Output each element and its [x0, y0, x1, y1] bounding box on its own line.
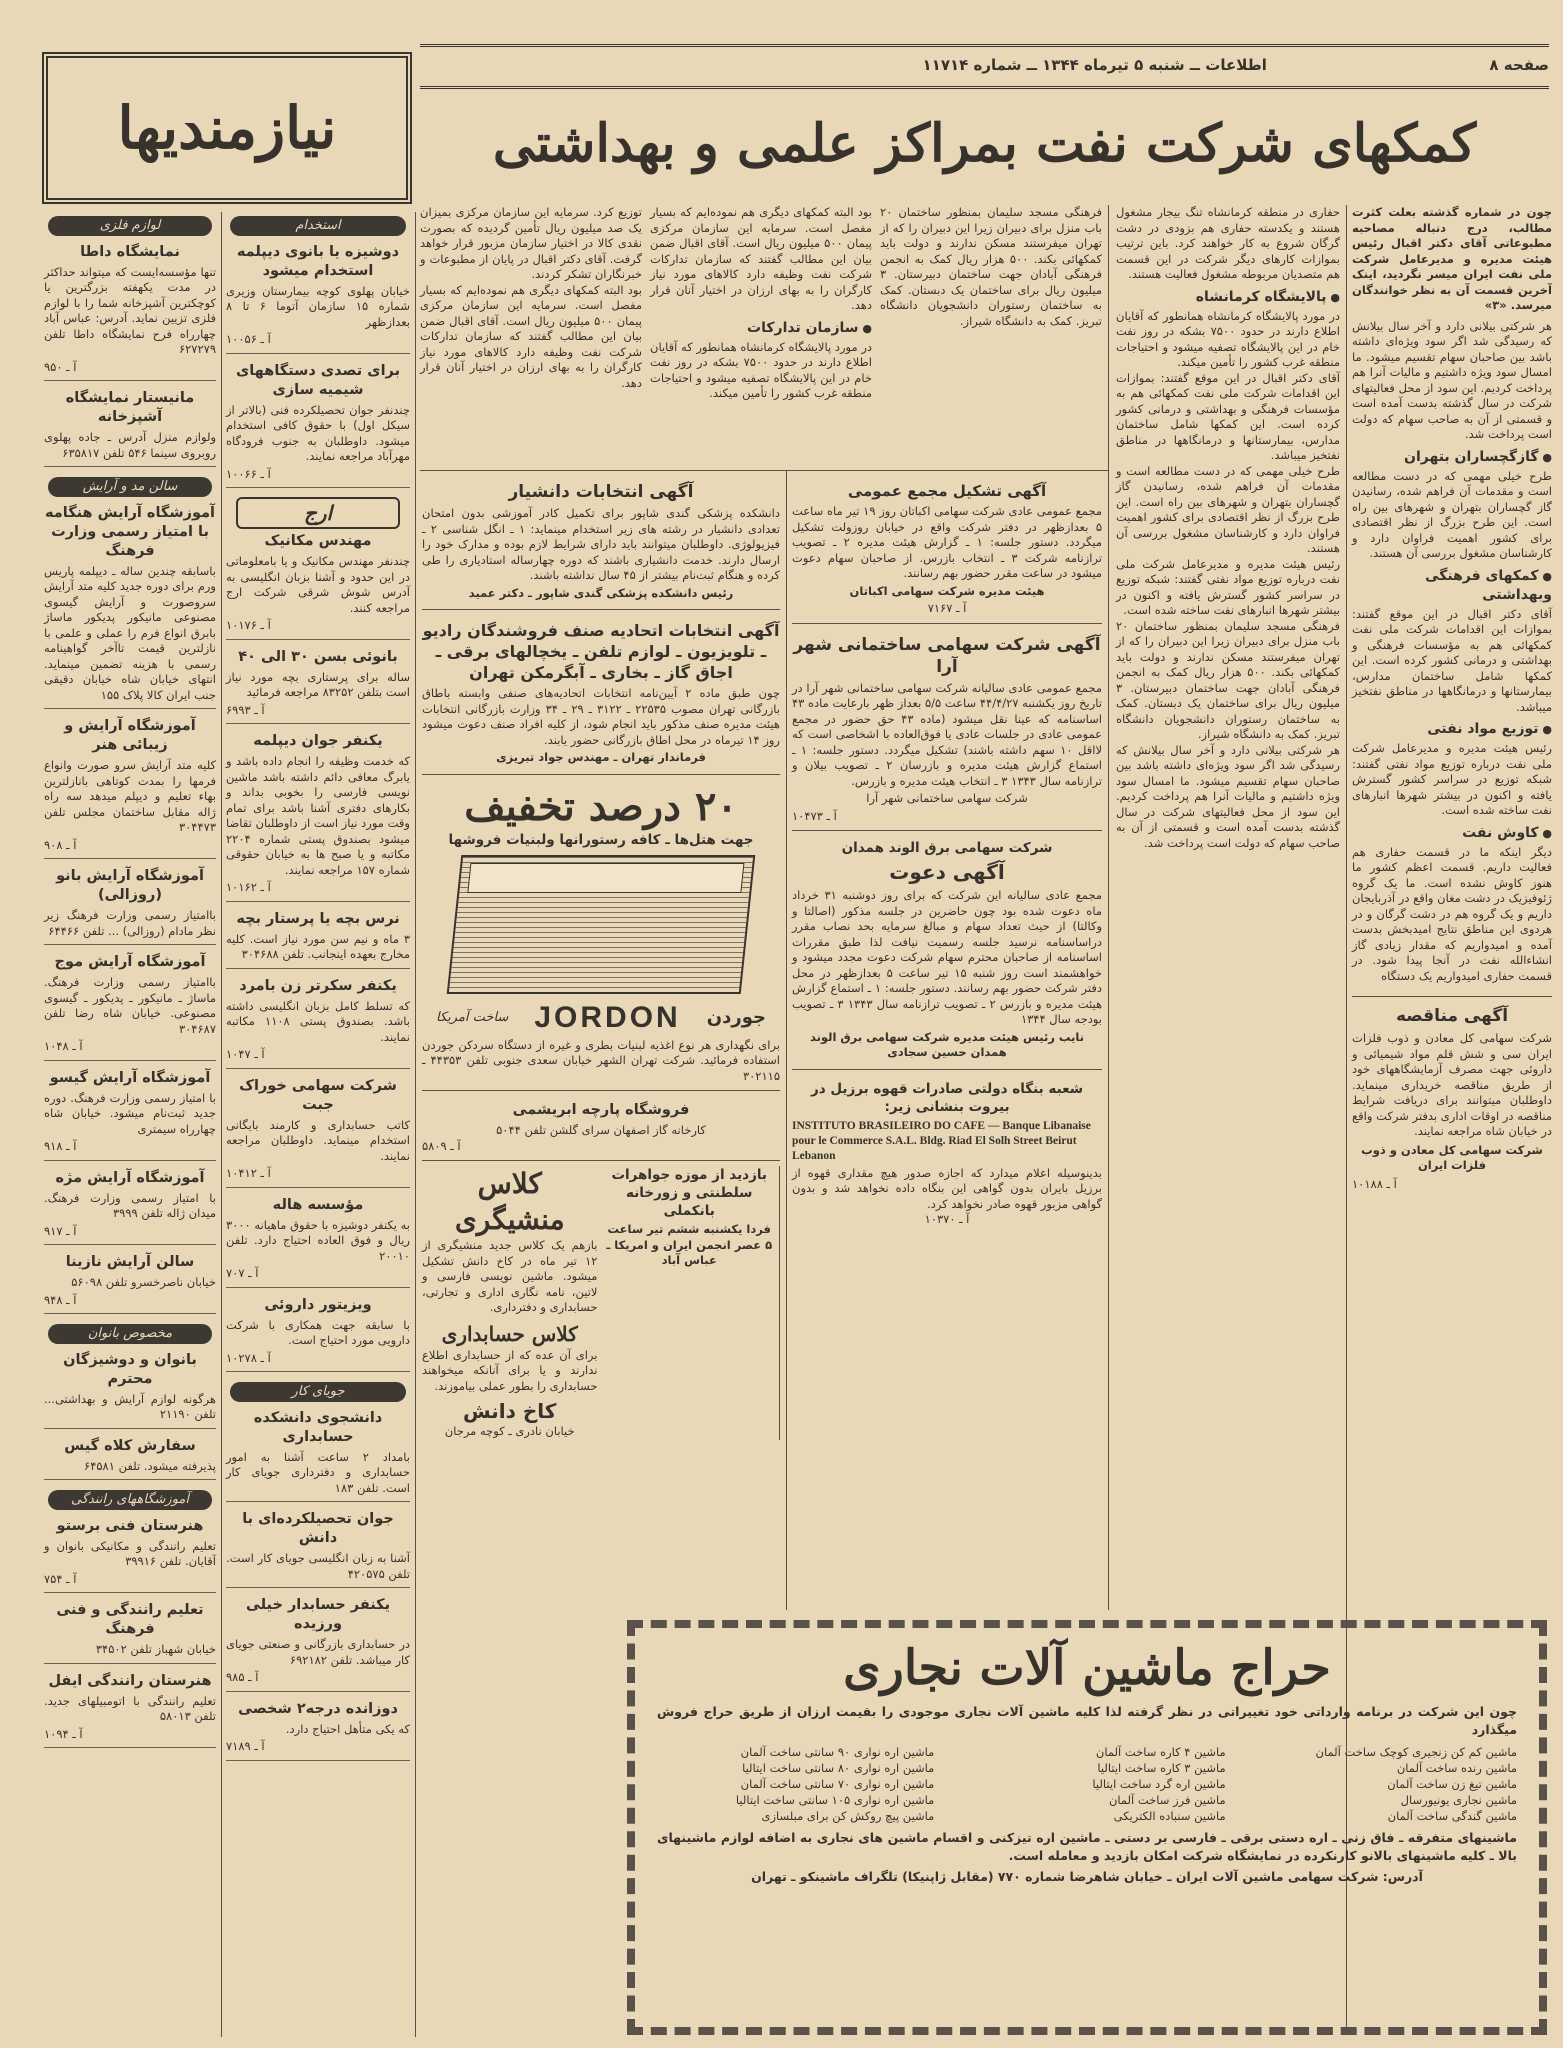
classifieds-title: نیازمندیها — [42, 52, 412, 204]
issue-line: اطلاعات ــ شنبه ۵ تیرماه ۱۳۴۴ ــ شماره ۱۱۷۱۴ — [922, 56, 1267, 74]
ad-body: پذیرفته میشود. تلفن ۶۴۵۸۱ — [84, 1458, 216, 1473]
ad-title: آموزشگاه آرایش مژه — [55, 1169, 205, 1186]
article-paragraph: رئیس هیئت مدیره و مدیرعامل شرکت ملی نفت درباره توزیع مواد نفتی گفتند: شبکه توزیع در سراسر کشور گسترش یافته و اکنون در بیشتر شهرها انبارهای نفت ساخته شده است. — [1116, 556, 1340, 617]
auction-address: آدرس: شرکت سهامی ماشین آلات ایران ـ خیابان شاهرضا شماره ۷۷۰ (مقابل ژاپنیکا) تلگراف ماشینکو ـ تهران — [751, 1869, 1423, 1884]
classified-ad — [44, 1167, 216, 1246]
article-intro: چون در شماره گذشته بعلت کثرت مطالب، درج دنباله مصاحبه مطبوعاتی آقای دکتر اقبال رئیس هیئت مدیره و مدیرعامل شرکت ملی نفت ایران میسر نگردید، اینک آخرین قسمت آن به نظر خوانندگان میرسد. «۳» — [1352, 205, 1552, 312]
ad-body: که یکی متأهل احتیاج دارد. — [285, 1721, 410, 1736]
ad-title: بانوان و دوشیزگان محترم — [63, 1351, 197, 1387]
ad-code: آ ـ ۱۰۱۶۲ — [226, 880, 271, 894]
ad-body: فردا یکشنبه ششم تیر ساعت ۵ عصر انجمن ایران و امریکا ـ عباس آباد — [606, 1222, 773, 1267]
ad-body: برای آن عده که از حسابداری اطلاع ندارند و یا برای آنانکه میخواهند حسابداری را بطور عملی بیاموزند. — [422, 1347, 598, 1393]
tender-body: شرکت سهامی کل معادن و ذوب فلزات ایران سی و شش قلم مواد شیمیائی و داروئی جهت مصرف آزمایشگاههای خود از طریق مناقصه خریداری مینماید. داوطلبان میتوانند برای دریافت شرایط مناقصه در اوقات اداری بدفتر شرکت واقع در خیابان شاه مراجعه نمایند. — [1352, 1031, 1552, 1138]
ad-title: جوان تحصیلکرده‌ای با دانش — [242, 1511, 394, 1546]
middle-left-stack — [422, 476, 780, 1440]
ad-title: بازدید از موزه جواهرات سلطنتی و زورخانه بانکملی — [611, 1167, 767, 1219]
classified-ad — [226, 646, 410, 725]
ad-body: که خدمت وظیفه را انجام داده باشد و یابرگ معافی دائم داشته باشد ماشین نویسی فارسی را بخوبی بداند و بکارهای دفتری آشنا باشد برای تمام وقت مورد نیاز است از داوطلبان تقاضا میشود بصندوق پستی شماره ۲۲۰۴ مکاتبه و یا صبح ها به خیابان حقوقی شماره ۱۵۷ مراجعه نمایند. — [226, 754, 410, 877]
ad-body: تعلیم رانندگی با اتومبیلهای جدید. تلفن ۵۸۰۱۳ — [44, 1693, 216, 1723]
ad-body: دانشکده پزشکی گندی شاپور برای تکمیل کادر آموزشی بدون امتحان تعدادی دانشیار در رشته های زیر استخدام مینماید: ۱ ـ انگل شناسی ۲ ـ فیزیولوژی. داوطلبان میتوانند باید دارای شرایط لازم بوده و مدارک خود را ارسال دارند. خدمت دانشیاری باشند که دوره چهارساله استادیاری را طی کرده و هنگام ثبت‌نام بیشتر از ۴۵ سال نداشته باشند. — [422, 506, 780, 582]
ad-body: خیابان پهلوی کوچه بیمارستان وزیری شماره ۱۵ سازمان آتوما ۶ تا ۸ بعدازظهر — [226, 283, 410, 329]
ad-code: آ ـ ۱۰۰۶۶ — [226, 466, 271, 481]
ad-body: ۳ ماه و نیم سن مورد نیاز است. کلیه مخارج بعهده اینجانب. تلفن ۳۰۴۶۸۸ — [226, 931, 410, 961]
classified-ad — [44, 1435, 216, 1481]
ad-code: آ ـ ۱۰۴۷۳ — [792, 808, 837, 823]
article-paragraph: توزیع کرد. سرمایه این سازمان مرکزی بمیزان یک صد میلیون ریال تأمین گردیده که بصورت نقدی کالا در اختیار سازمان مزبور قرار خواهد گرفت. آقای دکتر اقبال در پایان از مطبوعات و خبرنگاران تشکر کردند. — [420, 205, 642, 281]
classified-ad — [44, 1515, 216, 1594]
ad-title: برای تصدی دستگاههای شیمیه سازی — [235, 362, 401, 398]
classified-ad — [226, 1594, 410, 1692]
ad-body: خیابان ناصرخسرو تلفن ۵۶۰۹۸ — [71, 1275, 216, 1289]
auction-notes: ماشینهای متفرقه ـ فاق زنی ـ اره دستی برقی ـ فارسی بر دستی ـ ماشین اره تیزکنی و اقسام ماشین های نجاری به اضافه لوازم ماشینهای بالا ـ کلیه ماشینهای بالانو کارنکرده در نمایشگاه شرکت امکان بازدید و معامله است. — [657, 1830, 1517, 1863]
headline: کمکهای شرکت نفت بمراکز علمی و بهداشتی — [492, 113, 1477, 174]
ad-body: چندنفر مهندس مکانیک و یا بامعلوماتی در این حدود و آشنا بزبان انگلیسی به آدرس شوش شرقی شرکت ارج مراجعه کنند. — [226, 554, 410, 615]
ad-title: یکنفر جوان دیپلمه — [253, 733, 383, 749]
ad-title: تعلیم رانندگی و فنی فرهنگ — [56, 1602, 204, 1637]
classified-ad — [226, 1294, 410, 1373]
ad-code: آ ـ ۹۸۵ — [226, 1670, 259, 1684]
ad-title: مانیستار نمایشگاه آشپزخانه — [65, 390, 195, 425]
article-paragraph: بود البته کمکهای دیگری هم نموده‌ایم که بسیار مفصل است. سرمایه این سازمان مرکزی پیمان ۵۰۰ میلیون ریال است. آقای اقبال ضمن بیان این مطالب گفتند که سازمان تدارکات شرکت نفت وظیفه دارد کالاهای مورد نیاز کارگران را به بهای ارزان در اختیار آنان قرار دهد. — [650, 205, 872, 312]
ad-code: آ ـ ۹۵۰ — [44, 359, 77, 374]
article-paragraph: حفاری در منطقه کرمانشاه تنگ بیجار مشغول هستند و یکدسته حفاری هم بزودی در دشت گرگان شروع به کار خواهند کرد. باین ترتیب بموازات کارهای دیگر شرکت در این قسمت هم متصدیان مربوطه مشغول فعالیت هستند. — [1116, 205, 1340, 281]
auction-item: ماشین فرز ساخت آلمان — [1108, 1793, 1226, 1807]
classified-ad — [226, 730, 410, 902]
column-divider — [786, 470, 787, 1610]
ad-body: بدینوسیله اعلام میدارد که اجازه صدور هیچ مقداری قهوه از برزیل بایران بدون گواهی این بنگاه داده نخواهد شد و بدون گواهی مزبور قهوه صادر نخواهد کرد. — [792, 1165, 1102, 1211]
gondishapur-ad — [422, 476, 780, 610]
ad-title: آگهی انتخابات دانشیار — [508, 482, 694, 502]
article-column-2 — [1116, 205, 1340, 851]
ad-body: چون طبق ماده ۲ آیین‌نامه انتخابات اتحادیه‌های صنفی وابسته باطاق بازرگانی تهران مصوب ۲۲۵۳۵ ـ ۳۱۲۲ ـ ۲۹ ـ ۳۴ وزارت بازرگانی انتخابات هیئت مدیره صنف مذکور باید انجام شود، از کلیه افراد صنف دعوت میشود روز ۱۴ تیرماه در محل اطاق بازرگانی حضور یابند. — [422, 686, 780, 747]
ad-body: با سابقه جهت همکاری با شرکت دارویی مورد احتیاج است. — [226, 1317, 410, 1347]
ad-title: نرس بچه یا پرستار بچه — [236, 910, 400, 927]
article-column-3 — [880, 205, 1102, 329]
auction-item: ماشین ۳ کاره ساخت ایتالیا — [1097, 1761, 1226, 1775]
column-divider — [221, 212, 222, 2037]
classified-ad — [226, 360, 410, 489]
woodworking-auction-ad — [627, 1620, 1547, 2035]
ad-body: کارخانه گاز اصفهان سرای گلشن تلفن ۵۰۴۴ — [496, 1123, 706, 1137]
ad-body: در حسابداری بازرگانی و صنعتی جویای کار میباشد. تلفن ۶۹۲۱۸۲ — [226, 1637, 410, 1667]
ad-code: آ ـ ۹۴۸ — [44, 1292, 77, 1307]
article-paragraph: هر شرکتی بیلانی دارد و آخر سال بیلانش که رسیدگی شد اگر سود ویژه‌ای داشته باشد بین صاحبان سهام تقسیم میشود. ما امسال سود ویژه داشتیم و مالیات آنرا هم پرداخت کردیم. این سود از محل فعالیتهای شرکت در سال گذشته بدست آمده است و قسمتی از آن به صاحب سهام که دولت است پرداخت شد. — [1352, 318, 1552, 441]
auction-item: ماشین کم کن زنجیری کوچک ساخت آلمان — [1315, 1745, 1517, 1759]
ad-body: مجمع عادی سالیانه این شرکت که برای روز دوشنبه ۳۱ خرداد ماه دعوت شده بود چون حاضرین در جلسه مذکور (اصالتا و وکالتا) از حیث تعداد سهام و مبالغ سرمایه بحد نصاب مقرر دراساسنامه نرسید جلسه رسمیت نیافت لذا طبق مقررات اساسنامه از صاحبان محترم سهام شرکت دعوت مجدد میشود و خواهشمند است روز شنبه ۱۵ تیر ساعت ۵ بعدازظهر در محل دفتر شرکت حضور بهم رسانند. دستور جلسه: ۱ ـ استماع گزارش هیئت مدیره و بازرس ۲ ـ تصویب ترازنامه سال ۱۳۴۳ ۳ ـ تصویب بودجه سال ۱۳۴۴ — [792, 888, 1103, 1026]
auction-title: حراج ماشین آلات نجاری — [843, 1640, 1331, 1696]
ad-title: نمایشگاه داطا — [80, 243, 180, 260]
classified-ad — [44, 1599, 216, 1664]
article-column-1 — [1352, 205, 1552, 1192]
auction-item: ماشین رنده ساخت آلمان — [1396, 1761, 1517, 1775]
ad-body: آشنا به زبان انگلیسی جویای کار است. تلفن ۴۲۰۵۷۵ — [226, 1551, 410, 1581]
classified-ad — [226, 241, 410, 354]
classified-ad — [226, 1194, 410, 1288]
classified-ad — [44, 951, 216, 1061]
ad-code: آ ـ ۹۰۸ — [44, 837, 77, 852]
ad-body: کاتب حسابداری و کارمند بایگانی استخدام مینماید. داوطلبان مراجعه نمایند. — [226, 1117, 410, 1163]
column-divider — [1108, 205, 1109, 1610]
ad-title: آموزشگاه آرایش گیسو — [49, 1069, 211, 1086]
classified-ad — [44, 387, 216, 467]
auction-item: ماشین اره نواری ۱۰۵ سانتی ساخت ایتالیا — [735, 1793, 935, 1807]
article-subhead: ● سازمان تدارکات — [650, 319, 872, 338]
ad-title: آگهی دعوت — [889, 860, 1005, 884]
ad-title: سفارش کلاه گیس — [64, 1437, 196, 1454]
section-label: لوازم فلزی — [48, 216, 212, 236]
auction-item: ماشین پیچ روکش کن برای مبلسازی — [761, 1809, 935, 1823]
ad-body: باامتیاز رسمی وزارت فرهنگ زیر نظر مادام (روزالی) ... تلفن ۶۴۴۶۶ — [44, 908, 216, 938]
article-paragraph: هر شرکتی بیلانی دارد و آخر سال بیلانش که رسیدگی شد اگر سود ویژه‌ای داشته باشد بین صاحبان سهام تقسیم میشود. ما امسال سود ویژه داشتیم و مالیات آنرا هم پرداخت کردیم. این سود از محل فعالیتهای شرکت در سال گذشته بدست آمده است و قسمتی از آن به صاحب سهام که دولت است پرداخت شد. — [1116, 742, 1340, 850]
ad-title: مهندس مکانیک — [264, 533, 372, 549]
ad-sign: هیئت مدیره شرکت سهامی اکباتان — [849, 583, 1045, 598]
auction-item: ماشین نجاری یونیورسال — [1400, 1793, 1517, 1807]
union-election-ad — [422, 615, 780, 775]
ad-code: آ ـ ۷۰۷ — [226, 1266, 259, 1280]
ad-title: ویزیتور داروئی — [264, 1296, 372, 1313]
ad-big-title: کلاس حسابداری — [441, 1321, 578, 1346]
ad-title: آموزشگاه آرایش موج — [54, 954, 206, 970]
section-label: مخصوص بانوان — [48, 1324, 212, 1344]
section-label: آموزشگاههای رانندگی — [48, 1490, 212, 1510]
brand-logo: JORDON — [534, 1000, 681, 1034]
classified-ad — [226, 908, 410, 969]
ad-title: آگهی شرکت سهامی ساختمانی شهر آرا — [793, 634, 1101, 677]
ad-title: شرکت سهامی خوراک جبت — [239, 1077, 397, 1113]
ad-title: دوشیزه یا بانوی دیپلمه استخدام میشود — [236, 243, 400, 279]
ad-body: به یکنفر دوشیزه با حقوق ماهیانه ۳۰۰۰ ریال و فوق العاده احتیاج دارد. تلفن ۲۰۰۱۰ — [226, 1217, 410, 1263]
secretary-class-ad — [422, 1166, 597, 1440]
ad-body: کلیه متد آرایش سرو صورت وانواع فرمها را بمدت کوتاهی بانازلترین بهاء تعلیم و دیپلم میدهد سه راه ژاله مقابل ساختمان مجلس تلفن ۳۰۴۴۷۳ — [44, 758, 216, 834]
classifieds-column-a — [44, 212, 216, 1754]
article-paragraph: آقای دکتر اقبال در این موقع گفتند: بموازات این اقدامات شرکت ملی نفت کمکهائی هم به مؤسسات فرهنگی و بهداشتی و درمانی کشور کرده است. این کمکها شامل ساختمان مدارس، بیمارستانها و درمانگاهها در مناطق نفتخیز میباشد. — [1116, 370, 1340, 462]
ad-title: یکنفر حسابدار خیلی ورزیده — [245, 1597, 391, 1632]
article-paragraph: فرهنگی مسجد سلیمان بمنظور ساختمان ۲۰ باب منزل برای دبیران زیرا این دبیران را که از تهران میفرستند مسکن ندارند و دولت باید کمکهائی بکند. ۵۰۰ هزار ریال کمک به انجمن فرهنگی آبادان جهت ساختمان دبیرستان. ۳ میلیون ریال برای ساختمان یک دبستان. کمک به ساختمان رستوران دانشجویان دانشگاه تبریز. کمک به دانشگاه شیراز. — [880, 205, 1102, 328]
ad-body: با امتیاز رسمی وزارت فرهنگ. میدان ژاله تلفن ۳۹۹۹ — [44, 1190, 216, 1220]
ad-code: آ ـ ۷۱۶۷ — [927, 601, 967, 615]
article-subhead: ● پالایشگاه کرمانشاه — [1116, 288, 1340, 307]
classified-ad — [226, 1407, 410, 1503]
article-paragraph: طرح خیلی مهمی که در دست مطالعه است و مقدمات آن فراهم شده، رسانیدن گاز گچساران بتهران و شهرهای بین راه است. این طرح بزرگ از نظر اقتصادی برای کشور اهمیت فراوان دارد و کارشناسان مشغول بررسی آن هستند. — [1116, 463, 1340, 555]
ad-body: با امتیاز رسمی وزارت فرهنگ. دوره جدید ثبت‌نام میشود. خیابان شاه چهارراه سیمتری — [44, 1090, 216, 1136]
ad-title: فروشگاه پارچه ابریشمی — [512, 1102, 690, 1118]
ad-code: آ ـ ۱۰۴۱۲ — [226, 1166, 271, 1180]
ad-body: که تسلط کامل بزبان انگلیسی داشته باشد. بصندوق پستی ۱۱۰۸ مکاتبه نمایند. — [226, 998, 410, 1044]
section-label: استخدام — [230, 216, 406, 236]
classified-ad — [44, 865, 216, 945]
ad-subtitle: جهت هتل‌ها ـ کافه رستورانها ولبنیات فروشها — [448, 831, 754, 848]
auction-item: ماشین اره نواری ۸۰ سانتی ساخت ایتالیا — [742, 1761, 935, 1775]
ad-latin-address: INSTITUTO BRASILEIRO DO CAFE — Banque Libanaise pour le Commerce S.A.L. Bldg. Riad El Solh Street Beirut Lebanon — [792, 1119, 1091, 1162]
classified-ad — [44, 1067, 216, 1161]
classified-ad — [226, 975, 410, 1069]
classified-ad — [44, 1251, 216, 1314]
ad-title: هنرستان رانندگی ایفل — [48, 1672, 212, 1689]
discount-headline: ۲۰ درصد تخفیف — [464, 782, 738, 830]
ad-body: مجمع عمومی عادی شرکت سهامی اکباتان روز ۱۹ تیر ماه ساعت ۵ بعدازظهر در دفتر شرکت واقع در خیابان روزولت تشکیل میگردد. دستور جلسه: ۱ ـ گزارش هیئت مدیره ۲ ـ تصویب ترازنامه شرکت ۳ ـ انتخاب بازرس. از صاحبان سهام دعوت میشود در ساعت مقرر حضور بهم رسانند. — [792, 504, 1103, 580]
article-paragraph: در مورد پالایشگاه کرمانشاه همانطور که آقایان اطلاع دارند در حدود ۷۵۰۰ بشکه در روز نفت خام در این پالایشگاه تصفیه میشود و احتیاجات منطقه غرب کشور را تأمین میکند. — [1116, 308, 1341, 369]
classifieds-column-b — [226, 212, 410, 1767]
article-subhead: ● توزیع مواد نفتی — [1352, 720, 1552, 739]
article-subhead: ● کاوش نفت — [1352, 824, 1552, 843]
ad-body: باامتیاز رسمی وزارت فرهنگ. ماساژ ـ مانیکور ـ پدیکور ـ گیسوی مصنوعی. خیابان شاه رضا تلفن ۳۰۴۶۸۷ — [44, 975, 216, 1036]
article-column-5 — [420, 205, 642, 391]
ad-title: آموزشگاه آرایش هنگامه با امتیاز رسمی وزارت فرهنگ — [44, 504, 216, 559]
ad-body: مجمع عمومی عادی سالیانه شرکت سهامی ساختمانی شهر آرا در تاریخ روز یکشنبه ۴۴/۴/۲۷ ساعت ۵/۵ بعداز ظهر بارعایت ماده ۴۳ اساسنامه که عینا نقل میشود (ماده ۴۳ حق حضور در مجمع عمومی عادی در جلسات عادی یا فوق‌العاده با اشخاصی است که لااقل ۱۰ سهم داشته باشند) تشکیل میگردد. دستور جلسه: ۱ ـ استماع گزارش هیئت مدیره و بازرسان ۲ ـ تصویب بیلان و ترازنامه سال ۱۳۴۳ ۳ ـ انتخاب هیئت مدیره و بازرس. — [792, 680, 1102, 788]
ad-title: آگهی انتخابات اتحادیه صنف فروشندگان رادیو ـ تلویزیون ـ لوازم تلفن ـ یخچالهای برقی ـ اجاق گاز ـ بخاری ـ آبگرمکن تهران — [422, 621, 780, 682]
masthead-rule-bottom — [420, 86, 1549, 89]
classified-ad — [44, 1349, 216, 1429]
alvand-invitation-ad — [792, 836, 1102, 1070]
classified-ad — [44, 1670, 216, 1749]
refrigerator-illustration — [447, 855, 756, 994]
ad-code: آ ـ ۱۰۴۷ — [226, 1047, 265, 1061]
ad-code: آ ـ ۹۱۷ — [44, 1223, 77, 1238]
auction-item: ماشین اره گرد ساخت ایتالیا — [1092, 1777, 1226, 1791]
middle-right-stack — [792, 476, 1102, 1239]
brazil-coffee-ad — [792, 1075, 1102, 1234]
classified-ad — [226, 1698, 410, 1761]
article-paragraph: طرح خیلی مهمی که در دست مطالعه است و مقدمات آن فراهم شده، رسانیدن گاز گچساران بتهران و شهرهای بین راه است. این طرح بزرگ از نظر اقتصادی برای کشور اهمیت فراوان دارد و کارشناسان مشغول بررسی آن هستند. — [1352, 468, 1552, 560]
ad-title: دانشجوی دانشکده حسابداری — [253, 1409, 383, 1445]
ad-code: آ ـ ۱۰۴۸ — [44, 1039, 83, 1053]
auction-item: ماشین اره نواری ۹۰ سانتی ساخت آلمان — [740, 1745, 935, 1759]
article-paragraph: فرهنگی مسجد سلیمان بمنظور ساختمان ۲۰ باب منزل برای دبیران زیرا این دبیران را که از تهران میفرستند مسکن ندارند و دولت باید کمکهائی بکند. ۵۰۰ هزار ریال کمک به انجمن فرهنگی آبادان جهت ساختمان دبیرستان. ۳ میلیون ریال برای ساختمان یک دبستان. کمک به ساختمان رستوران دانشجویان دانشگاه تبریز. کمک به دانشگاه شیراز. — [1116, 618, 1340, 741]
classified-ad — [44, 715, 216, 859]
ad-sign: کاخ دانش — [463, 1399, 557, 1423]
classified-ad — [44, 502, 216, 710]
ad-title: سالن آرایش نازینا — [65, 1254, 195, 1270]
ad-title: آگهی تشکیل مجمع عمومی — [847, 482, 1047, 500]
ad-body: برای نگهداری هر نوع اغذیه لبنیات بطری و غیره از دستگاه سردکن جوردن استفاده فرمائید. شرکت تهران الشهر خیابان سعدی جنوبی تلفن ۴۴۳۵۳ ـ ۳۰۲۱۱۵ — [422, 1037, 780, 1083]
classified-ad — [226, 1075, 410, 1188]
ad-body: ولوازم منزل آدرس ـ جاده پهلوی روبروی سینما ۵۴۶ تلفن ۶۳۵۸۱۷ — [44, 430, 216, 460]
ekbatan-meeting-ad — [792, 476, 1102, 624]
masthead — [420, 48, 1549, 82]
tender-title: آگهی مناقصه — [1395, 1006, 1509, 1026]
tender-ad — [1352, 996, 1552, 1192]
article-subhead: ● کمکهای فرهنگی وبهداشتی — [1352, 567, 1552, 605]
auction-intro: چون این شرکت در برنامه وارداتی خود تغییراتی در نظر گرفته لذا کلیه ماشین آلات نجاری موجودی را بقیمت ارزان از طریق حراج فروش میگذارد — [657, 1704, 1517, 1737]
column-divider — [415, 212, 416, 2037]
auction-item: ماشین اره نواری ۷۰ سانتی ساخت آلمان — [740, 1777, 935, 1791]
ad-title: هنرستان فنی برستو — [56, 1517, 204, 1534]
ad-title: یکنفر سکرتر زن بامرد — [239, 977, 397, 994]
section-label: سالن مد و آرایش — [48, 477, 212, 497]
ad-code: آ ـ ۱۰۳۷۰ — [924, 1212, 970, 1226]
article-paragraph: دیگر اینکه ما در قسمت حفاری هم فعالیت داریم. قسمت اعظم کشور ما هنوز کاوش نشده است. ما یک گروه ژئوفیزیک در دشت مغان واقع در آذربایجان داریم و یک گروه هم در دشت گرگان و در هردوی این مناطق نتایج امیدبخش بدست آمده و امیدواریم که مقدار زیادی گاز انشاءالله نفت در آنجا پیدا شود. در قسمت حفاری امیدواریم یک دستگاه — [1351, 844, 1552, 983]
ad-title: آموزشگاه آرایش بانو (روزالی) — [56, 868, 204, 903]
ad-address: خیابان نادری ـ کوچه مرجان — [444, 1424, 575, 1438]
ad-title: آموزشگاه آرایش و زیبائی هنر — [64, 718, 196, 753]
shahrara-ad — [792, 629, 1102, 832]
ad-body: خیابان شهباز تلفن ۳۴۵۰۲ — [95, 1642, 216, 1656]
ad-sign: فرماندار تهران ـ مهندس جواد تبریزی — [496, 750, 706, 764]
ad-code: آ ـ ۱۰۹۴ — [44, 1726, 83, 1741]
ad-code: آ ـ ۱۰۲۷۸ — [226, 1350, 271, 1365]
auction-item: ماشین گندگی ساخت آلمان — [1387, 1809, 1517, 1823]
ad-title: شعبه بنگاه دولتی صادرات قهوه برزیل در بیروت بنشانی زیر: — [810, 1080, 1084, 1115]
ad-body: هرگونه لوازم آرایش و بهداشتی... تلفن ۲۱۱۹۰ — [44, 1391, 216, 1421]
ad-code: آ ـ ۷۵۴ — [44, 1571, 77, 1586]
museum-visit-ad — [605, 1166, 780, 1440]
jordon-fridge-ad — [422, 780, 780, 1092]
ad-big-title: کلاس منشیگری — [454, 1167, 565, 1236]
made-in-label: ساخت آمریکا — [436, 1009, 509, 1025]
ad-body: ساله برای پرستاری بچه مورد نیاز است بتلفن ۸۳۲۵۲ مراجعه فرمائید — [226, 669, 410, 699]
ad-body: باسابقه چندین ساله ـ دیپلمه پاریس ورم برای دوره جدید کلیه متد آرایش سروصورت و آرایش گیسوی مصنوعی مانیکور پدیکور ماساژ بابرق انواع فرم را عملی و علمی با نازلترین قیمت تاآخر گواهینامه رسمی با هزینه تضمین مینماید. انتهای خیابان شاه خیابان دقیقی جنب ایران کالا پلاک ۱۵۵ — [44, 563, 216, 702]
ad-code: آ ـ ۵۸۰۹ — [422, 1138, 461, 1153]
ad-code: آ ـ ۶۹۹۳ — [226, 702, 265, 717]
classified-ad — [226, 1508, 410, 1588]
article-subhead: ● گازگچساران بتهران — [1352, 448, 1552, 467]
ad-body: چندنفر جوان تحصیلکرده فنی (بالاتر از سیکل اول) با حقوق کافی استخدام میشود. داوطلبان به جنوب فرودگاه مهرآباد مراجعه نمایند. — [226, 402, 410, 463]
ad-pretitle: شرکت سهامی برق الوند همدان — [841, 840, 1053, 856]
article-paragraph: آقای دکتر اقبال در این موقع گفتند: بموازات این اقدامات شرکت ملی نفت کمکهائی هم به مؤسسات فرهنگی و بهداشتی و درمانی کشور کرده است. این کمکها شامل ساختمان مدارس، بیمارستانها و درمانگاهها در مناطق نفتخیز میباشد. — [1352, 606, 1552, 714]
section-divider — [420, 470, 1108, 471]
tender-code: آ ـ ۱۰۱۸۸ — [1352, 1176, 1397, 1191]
ad-sign: رئیس دانشکده پزشکی گندی شاپور ـ دکتر عمید — [468, 585, 734, 600]
auction-item: ماشین سنباده الکتریکی — [1113, 1809, 1226, 1823]
tender-sign: شرکت سهامی کل معادن و ذوب فلزات ایران — [1361, 1142, 1543, 1172]
article-paragraph: بود البته کمکهای دیگری هم نموده‌ایم که بسیار مفصل است. سرمایه این سازمان مرکزی پیمان ۵۰۰ میلیون ریال است. آقای اقبال ضمن بیان این مطالب گفتند که سازمان تدارکات شرکت نفت وظیفه دارد کالاهای مورد نیاز کارگران را به بهای ارزان در اختیار آنان قرار دهد. — [420, 282, 642, 390]
article-column-4 — [650, 205, 872, 402]
ad-code: آ ـ ۱۰۰۵۶ — [226, 332, 271, 346]
ad-code: آ ـ ۹۱۸ — [44, 1139, 77, 1153]
ad-body: تعلیم رانندگی و مکانیکی بانوان و آقایان. تلفن ۳۹۹۱۶ — [44, 1538, 216, 1568]
masthead-rule-top — [420, 44, 1549, 47]
ad-code: آ ـ ۷۱۸۹ — [226, 1739, 265, 1753]
auction-item: ماشین تیغ زن ساخت آلمان — [1387, 1777, 1517, 1791]
auction-item: ماشین ۴ کاره ساخت آلمان — [1095, 1745, 1226, 1759]
section-label: جویای کار — [230, 1382, 406, 1402]
ad-code: آ ـ ۱۰۱۷۶ — [226, 618, 271, 632]
ad-body: بامداد ۲ ساعت آشنا به امور حسابداری و دفترداری جویای کار است. تلفن ۱۸۳ — [226, 1449, 411, 1495]
classified-ad — [44, 241, 216, 382]
company-logo: ارج — [236, 497, 400, 529]
ad-sign: نایب رئیس هیئت مدیره شرکت سهامی برق الوند همدان حسین سجادی — [809, 1029, 1085, 1059]
article-paragraph: در مورد پالایشگاه کرمانشاه همانطور که آقایان اطلاع دارند در حدود ۷۵۰۰ بشکه در روز نفت خام در این پالایشگاه تصفیه میشود و احتیاجات منطقه غرب کشور را تأمین میکند. — [650, 339, 873, 400]
ad-sign: شرکت سهامی ساختمانی شهر آرا — [866, 791, 1028, 805]
brand-name-fa: جوردن — [706, 1006, 766, 1028]
classified-ad — [226, 494, 410, 640]
ad-body: بازهم یک کلاس جدید منشیگری از ۱۲ تیر ماه در کاخ دانش تشکیل میشود. ماشین نویسی فارسی و لاتین، نامه نگاری اداری و تجارتی، حسابداری و دفترداری. — [422, 1238, 598, 1314]
ad-title: مؤسسه هاله — [272, 1196, 364, 1213]
ad-title: دوزانده درجه۲ شخصی — [238, 1700, 398, 1717]
ad-title: بانوئی بسن ۳۰ الی ۴۰ — [238, 648, 398, 665]
silk-fabric-ad — [422, 1096, 780, 1161]
page-number: صفحه ۸ — [1489, 56, 1549, 74]
ad-body: تنها مؤسسه‌ایست که میتواند حداکثر در مدت یکهفته بزرگترین یا کوچکترین آشپزخانه شما را با لوازم فلزی تزیین نماید. آدرس: عباس آباد چهارراه فرح نمایشگاه داطا تلفن ۶۲۷۲۷۹ — [44, 264, 216, 356]
article-paragraph: رئیس هیئت مدیره و مدیرعامل شرکت ملی نفت درباره توزیع مواد نفتی گفتند: شبکه توزیع در سراسر کشور گسترش یافته و اکنون در بیشتر شهرها انبارهای نفت ساخته شده است. — [1352, 741, 1552, 817]
auction-items — [657, 1744, 1517, 1824]
